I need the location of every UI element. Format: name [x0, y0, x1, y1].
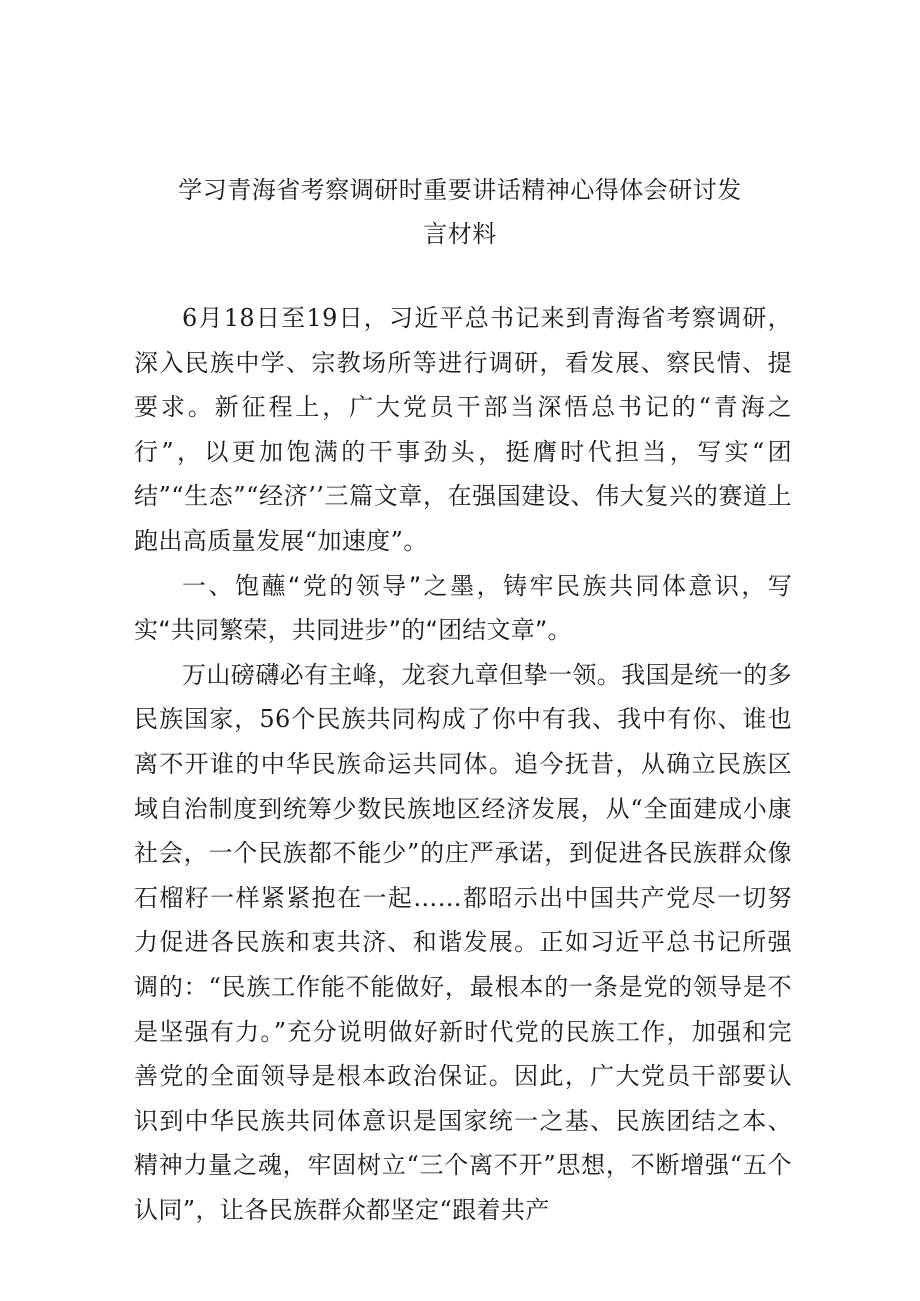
section-heading-1: 一、饱蘸“党的领导”之墨，铸牢民族共同体意识，写实“共同繁荣，共同进步”的“团结文章”。 — [134, 571, 792, 645]
body-paragraph: 万山磅礴必有主峰，龙衮九章但挚一领。我国是统一的多民族国家，56个民族共同构成了你中有我、我中有你、谁也离不开谁的中华民族命运共同体。追今抚昔，从确立民族区域自治制度到统筹少数民族地区经济发展，从“全面建成小康社会，一个民族都不能少”的庄严承诺，到促进各民族群众像石榴籽一样紧紧抱在一起……都昭示出中国共产党尽一切努力促进各民族和衷共济、和谐发展。正如习近平总书记所强调的：“民族工作能不能做好，最根本的一条是党的领导是不是坚强有力。”充分说明做好新时代党的民族工作，加强和完善党的全面领导是根本政治保证。因此，广大党员干部要认识到中华民族共同体意识是国家统一之基、民族团结之本、精神力量之魂，牢固树立“三个离不开”思想，不断增强“五个认同”，让各民族群众都坚定“跟着共产 — [134, 660, 792, 1224]
document-body — [134, 296, 792, 1232]
title-line-1: 学习青海省考察调研时重要讲话精神心得体会研讨发 — [178, 176, 742, 204]
intro-paragraph: 6月18日至19日，习近平总书记来到青海省考察调研，深入民族中学、宗教场所等进行调研，看发展、察民情、提要求。新征程上，广大党员干部当深悟总书记的“青海之行”，以更加饱满的干事劲头，挺膺时代担当，写实“团结”“生态”“经济’’三篇文章，在强国建设、伟大复兴的赛道上跑出高质量发展“加速度”。 — [134, 304, 792, 555]
title-line-2: 言材料 — [423, 220, 497, 248]
document-title — [130, 168, 790, 256]
